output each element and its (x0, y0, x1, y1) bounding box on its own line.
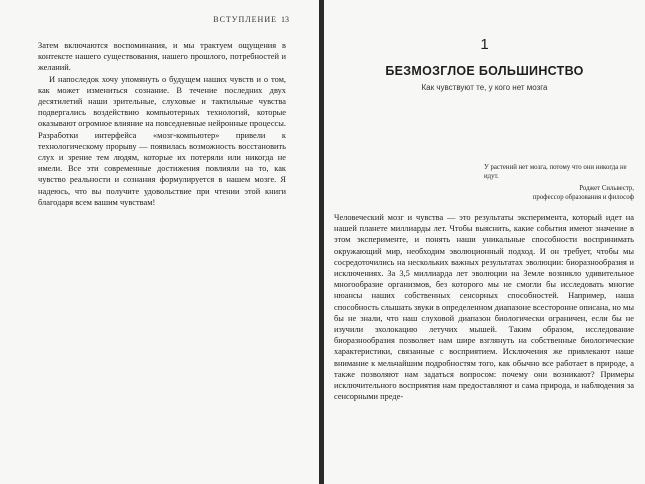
paragraph: Человеческий мозг и чувства — это результаты эксперимента, который идет на нашей планете миллиарды лет. Чтобы выяснить, какие события имеют значение в этом эксперименте, и понять наши уникальные способности воспринимать окружающий мир, необходим эволюционный подход. И он требует, чтобы мы сосредоточились на нескольких важных результатах эволюции: биоразнообразия и исключениях. За 3,5 миллиарда лет эволюции на Земле возникло удивительное многообразие организмов, без которого мы не смогли бы исследовать многие нюансы наших собственных сенсорных способностей. Например, наша способность слышать звуки в определенном диапазоне всесторонне описана, но мы бы не знали, что наш слуховой диапазон биологически ограничен, если бы не изучили эхолокацию летучих мышей. Таким образом, исследование биоразнообразия позволяет нам шире взглянуть на собственные биологические характеристики, связанные с восприятием. Исключения же привлекают наше внимание к мельчайшим подробностям того, как обычно все работает в природе, а также позволяют нам задаться вопросом: почему они возникают? Примеры исключительного восприятия нам предоставляют и сама природа, и наблюдения за сенсорными преде- (334, 213, 634, 402)
right-page (324, 0, 645, 484)
chapter-number: 1 (480, 36, 489, 53)
chapter-subtitle: Как чувствуют те, у кого нет мозга (421, 83, 548, 92)
paragraph: И напоследок хочу упомянуть о будущем наших чувств и о том, как может измениться сознание. В течение последних двух десятилетий наши зрительные, слуховые и тактильные чувства подвергались воздействию компьютерных технологий, которые оказывают огромное влияние на повседневные нейронные процессы. Разработки интерфейса «мозг-компьютер» привели к технологическому прорыву — появилась возможность восстановить слух и зрение тем людям, которые их потеряли или никогда не имели. Все эти современные достижения повлияли на то, как чувство реальности и сознания формулируется в нашем мозге. Я надеюсь, что вы получите удовольствие при чтении этой книги благодаря всем вашим чувствам! (38, 74, 286, 207)
left-page-text (38, 40, 286, 208)
running-header-title: ВСТУПЛЕНИЕ (213, 15, 277, 24)
epigraph-role: профессор образования и философ (532, 194, 634, 201)
paragraph: Затем включаются воспоминания, и мы трактуем ощущения в контексте нашего существования, нашего прошлого, потребностей и желаний. (38, 41, 286, 73)
epigraph-quote: У растений нет мозга, потому что они никогда не идут. (484, 164, 627, 180)
running-header (213, 15, 289, 24)
chapter-title: БЕЗМОЗГЛОЕ БОЛЬШИНСТВО (385, 64, 584, 78)
right-page-text (334, 212, 634, 402)
epigraph (484, 163, 634, 202)
page-number: 13 (281, 15, 289, 24)
left-page (0, 0, 319, 484)
epigraph-author: Роджет Сильвестр, (579, 185, 634, 192)
